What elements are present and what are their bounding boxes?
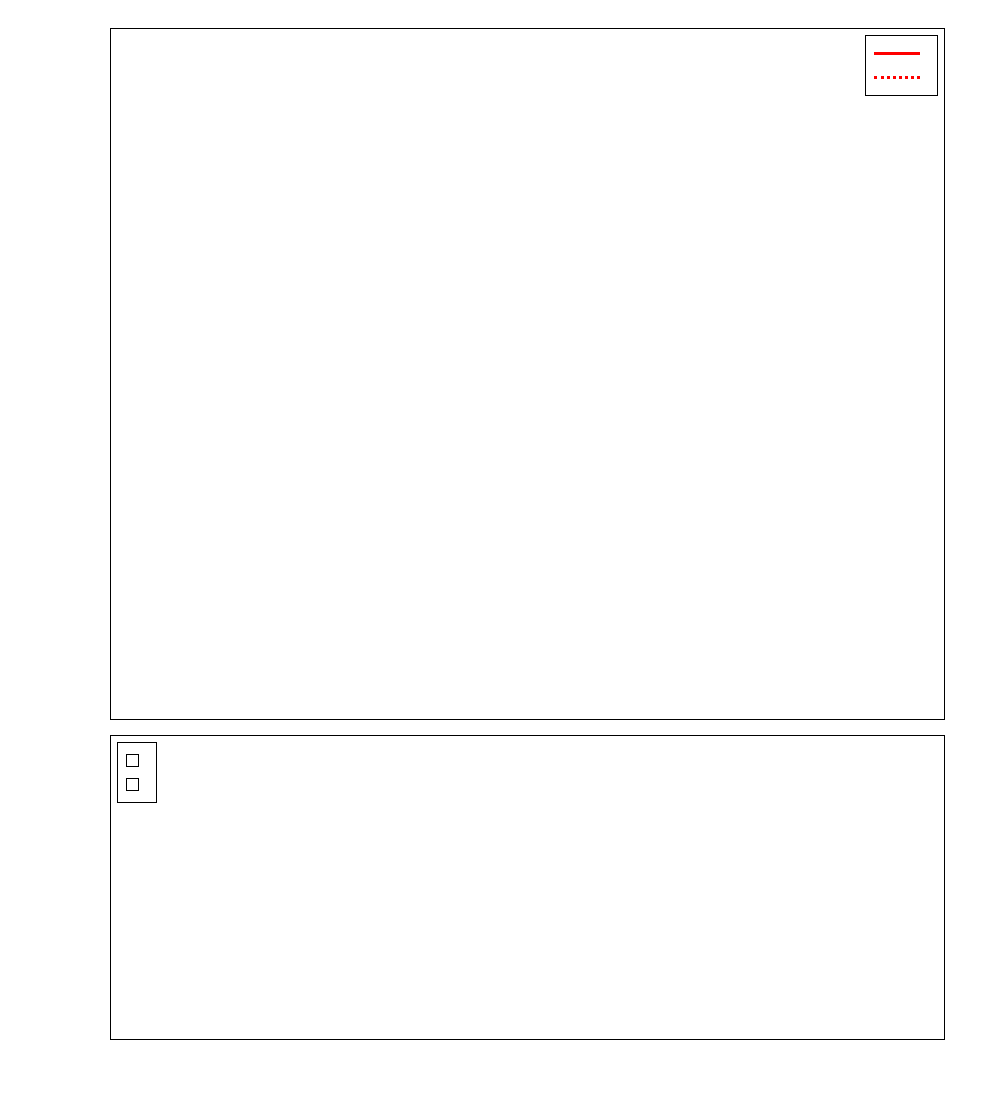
legend-item-participation[interactable] bbox=[874, 41, 929, 65]
rupture-count-plot bbox=[110, 735, 945, 1040]
bar-container bbox=[111, 736, 944, 1039]
solid-line-icon bbox=[874, 52, 920, 55]
legend-item-nucleation[interactable] bbox=[874, 65, 929, 89]
green-swatch-icon bbox=[126, 754, 139, 767]
legend-item-available-ruptures[interactable] bbox=[126, 748, 148, 772]
legend-item-utilized-ruptures[interactable] bbox=[126, 772, 148, 796]
top-series-svg bbox=[111, 29, 944, 719]
bottom-legend bbox=[117, 742, 157, 803]
dark-green-swatch-icon bbox=[126, 778, 139, 791]
top-legend bbox=[865, 35, 938, 96]
dotted-line-icon bbox=[874, 76, 920, 79]
cumulative-rate-plot bbox=[110, 28, 945, 720]
